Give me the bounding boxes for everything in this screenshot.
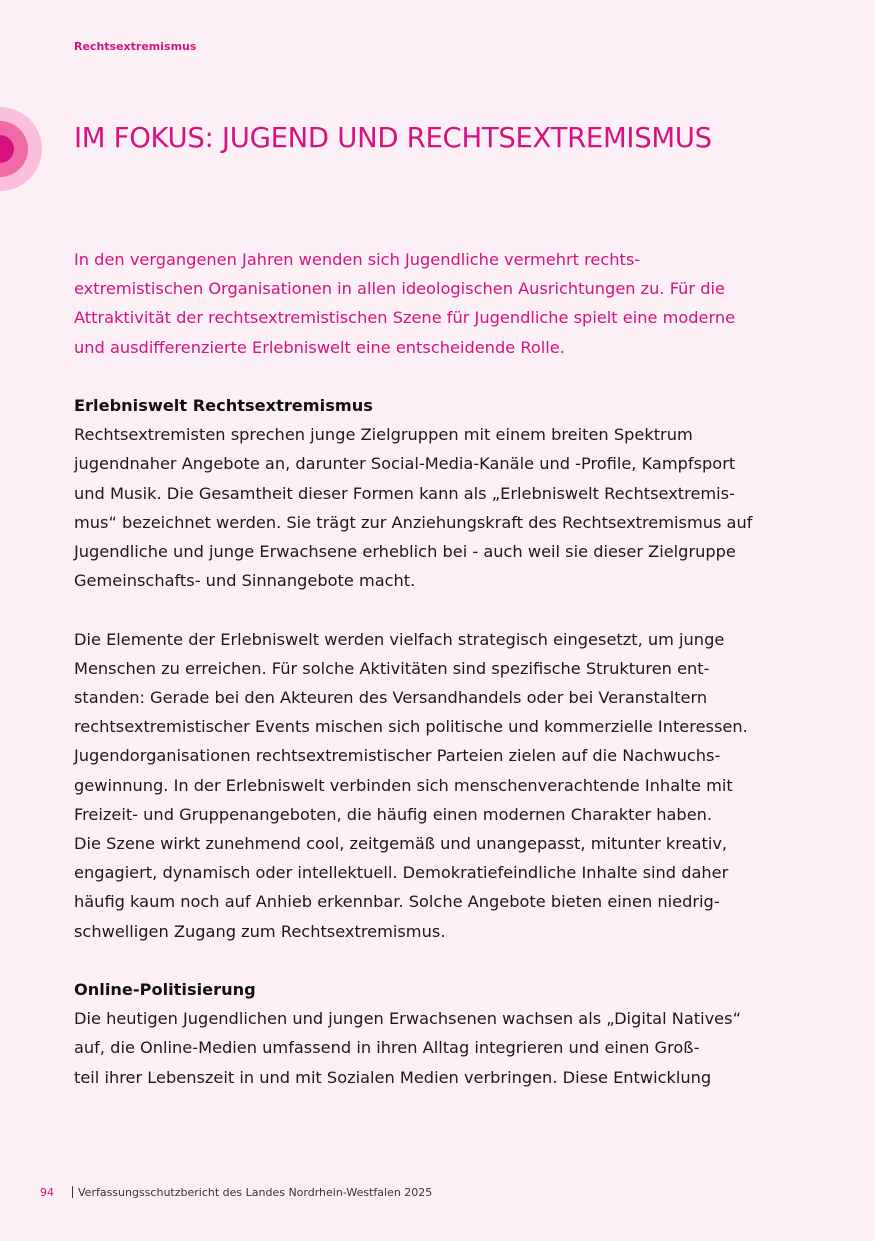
text-line: engagiert, dynamisch oder intellektuell. Demokratiefeindliche Inhalte sind daher xyxy=(74,863,729,883)
text-line: Die Szene wirkt zunehmend cool, zeitgemäß und unangepasst, mitunter kreativ, xyxy=(74,834,728,854)
page-title: IM FOKUS: JUGEND UND RECHTSEXTREMISMUS xyxy=(74,122,712,154)
page-footer xyxy=(40,1186,432,1199)
section-heading-online-politisierung: Online-Politisierung xyxy=(74,980,256,1000)
lead-line: Attraktivität der rechtsextremistischen Szene für Jugendliche spielt eine moderne xyxy=(74,308,736,328)
text-line: Die heutigen Jugendlichen und jungen Erwachsenen wachsen als „Digital Natives“ xyxy=(74,1009,741,1029)
body-paragraph xyxy=(74,420,814,595)
text-line: Die Elemente der Erlebniswelt werden vielfach strategisch eingesetzt, um junge xyxy=(74,629,725,649)
publication-title: Verfassungsschutzbericht des Landes Nordrhein-Westfalen 2025 xyxy=(78,1186,433,1199)
section-heading-erlebniswelt: Erlebniswelt Rechtsextremismus xyxy=(74,396,373,415)
lead-line: In den vergangenen Jahren wenden sich Jugendliche vermehrt rechts- xyxy=(74,250,641,269)
text-line: mus“ bezeichnet werden. Sie trägt zur Anziehungskraft des Rechtsextremismus auf xyxy=(74,512,753,532)
lead-line: und ausdifferenzierte Erlebniswelt eine entscheidende Rolle. xyxy=(74,337,565,357)
text-line: auf, die Online-Medien umfassend in ihren Alltag integrieren und einen Groß- xyxy=(74,1038,700,1058)
text-line: häufig kaum noch auf Anhieb erkennbar. Solche Angebote bieten einen niedrig- xyxy=(74,892,720,912)
text-line: und Musik. Die Gesamtheit dieser Formen kann als „Erlebniswelt Rechtsextremis- xyxy=(74,483,735,503)
text-line: Menschen zu erreichen. Für solche Aktivitäten sind spezifische Strukturen ent- xyxy=(74,658,710,678)
body-paragraph xyxy=(74,625,814,946)
text-line: jugendnaher Angebote an, darunter Social-Media-Kanäle und -Profile, Kampfsport xyxy=(74,454,736,474)
text-line: Gemeinschafts- und Sinnangebote macht. xyxy=(74,571,416,591)
page-number: 94 xyxy=(40,1186,54,1199)
text-line: rechtsextremistischer Events mischen sich politische und kommerzielle Interessen. xyxy=(74,717,748,737)
concentric-circles-icon xyxy=(0,107,42,191)
text-line: standen: Gerade bei den Akteuren des Versandhandels oder bei Veranstaltern xyxy=(74,688,708,708)
text-line: Rechtsextremisten sprechen junge Zielgruppen mit einem breiten Spektrum xyxy=(74,425,693,445)
article-body xyxy=(74,245,814,1092)
text-line: Jugendliche und junge Erwachsene erheblich bei - auch weil sie dieser Zielgruppe xyxy=(74,542,736,562)
body-paragraph xyxy=(74,1004,814,1092)
footer-divider xyxy=(72,1186,73,1198)
lead-line: extremistischen Organisationen in allen ideologischen Ausrichtungen zu. Für die xyxy=(74,279,725,299)
running-header: Rechtsextremismus xyxy=(74,40,197,53)
text-line: schwelligen Zugang zum Rechtsextremismus. xyxy=(74,921,446,941)
text-line: Freizeit- und Gruppenangeboten, die häufig einen modernen Charakter haben. xyxy=(74,804,713,824)
text-line: gewinnung. In der Erlebniswelt verbinden sich menschenverachtende Inhalte mit xyxy=(74,775,733,795)
lead-paragraph xyxy=(74,245,814,362)
text-line: Jugendorganisationen rechtsextremistischer Parteien zielen auf die Nachwuchs- xyxy=(74,746,721,766)
text-line: teil ihrer Lebenszeit in und mit Sozialen Medien verbringen. Diese Entwicklung xyxy=(74,1067,712,1087)
